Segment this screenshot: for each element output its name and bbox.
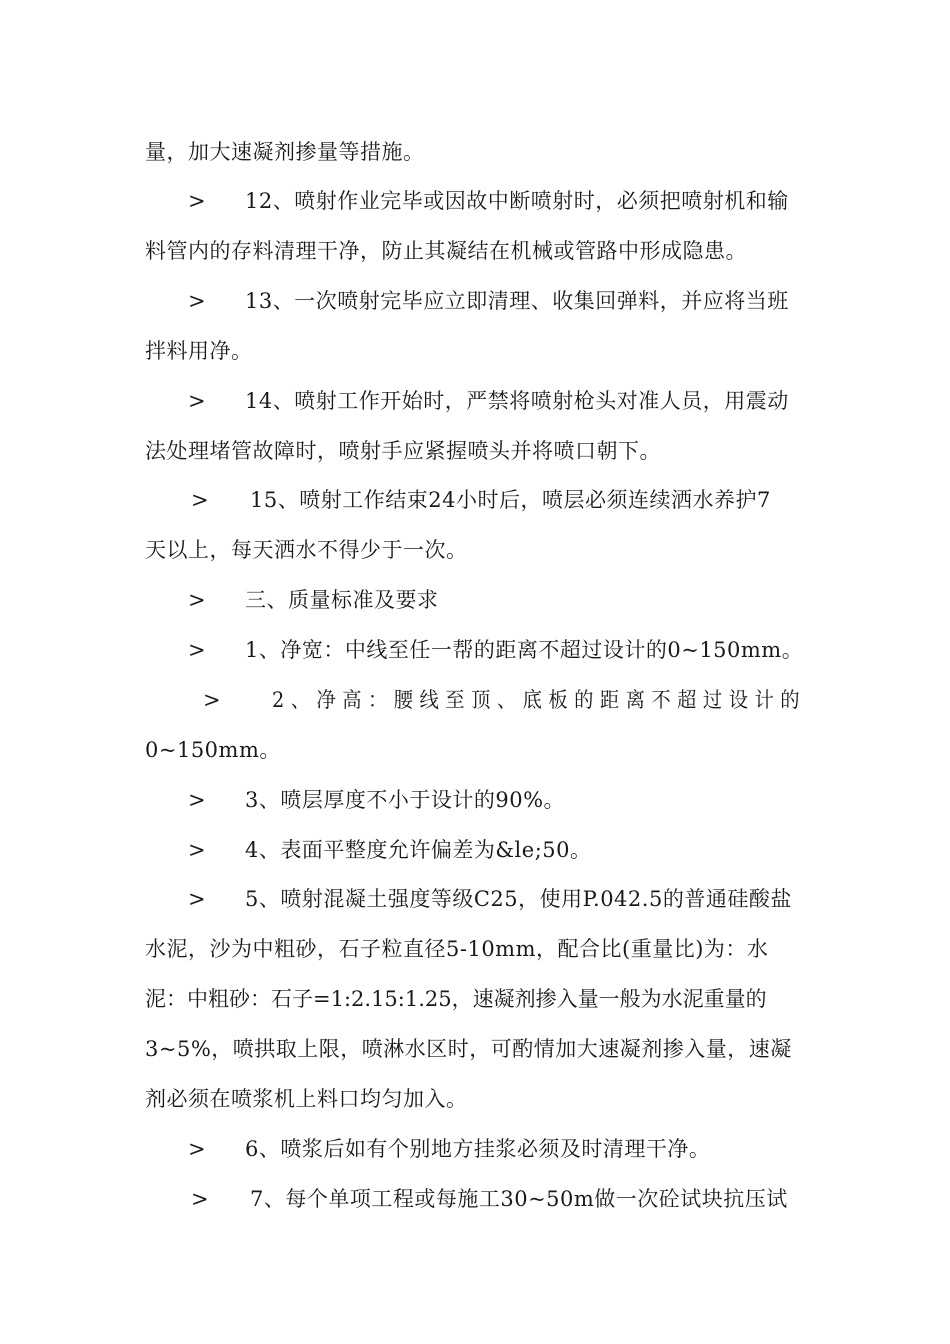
bullet-marker: > (188, 289, 207, 313)
text-line: 水泥，沙为中粗砂，石子粒直径5-10mm，配合比(重量比)为：水 (145, 937, 769, 961)
bullet-marker: > (188, 189, 207, 213)
bullet-marker: > (188, 638, 207, 662)
bullet-marker: > (188, 788, 207, 812)
bullet-marker: > (188, 887, 207, 911)
text-line: 料管内的存料清理干净，防止其凝结在机械或管路中形成隐患。 (145, 239, 747, 263)
text-line: 0~150mm。 (145, 738, 281, 762)
text-line: 量，加大速凝剂掺量等措施。 (145, 140, 425, 164)
text-line: 3、喷层厚度不小于设计的90%。 (245, 788, 566, 812)
text-line: 7、每个单项工程或每施工30~50m做一次砼试块抗压试 (250, 1187, 788, 1211)
bullet-marker: > (188, 389, 207, 413)
bullet-marker: > (188, 838, 207, 862)
text-line: 14、喷射工作开始时，严禁将喷射枪头对准人员，用震动 (245, 389, 789, 413)
bullet-marker: > (191, 1187, 210, 1211)
text-line: 13、一次喷射完毕应立即清理、收集回弹料，并应将当班 (245, 289, 789, 313)
bullet-marker: > (191, 488, 210, 512)
text-line: 2、净高：腰线至顶、底板的距离不超过设计的 (272, 688, 806, 712)
text-line: 拌料用净。 (145, 339, 253, 363)
text-line: 3~5%，喷拱取上限，喷淋水区时，可酌情加大速凝剂掺入量，速凝 (145, 1037, 792, 1061)
section-heading: 三、质量标准及要求 (245, 588, 439, 612)
text-line: 法处理堵管故障时，喷射手应紧握喷头并将喷口朝下。 (145, 439, 661, 463)
text-line: 15、喷射工作结束24小时后，喷层必须连续洒水养护7 (250, 488, 771, 512)
text-line: 4、表面平整度允许偏差为&le;50。 (245, 838, 592, 862)
bullet-marker: > (203, 688, 222, 712)
text-line: 泥：中粗砂：石子=1:2.15:1.25，速凝剂掺入量一般为水泥重量的 (145, 987, 767, 1011)
bullet-marker: > (188, 1137, 207, 1161)
text-line: 6、喷浆后如有个别地方挂浆必须及时清理干净。 (245, 1137, 711, 1161)
text-line: 1、净宽：中线至任一帮的距离不超过设计的0~150mm。 (245, 638, 804, 662)
bullet-marker: > (188, 588, 207, 612)
text-line: 5、喷射混凝土强度等级C25，使用P.042.5的普通硅酸盐 (245, 887, 792, 911)
text-line: 天以上，每天洒水不得少于一次。 (145, 538, 468, 562)
text-line: 12、喷射作业完毕或因故中断喷射时，必须把喷射机和输 (245, 189, 789, 213)
text-line: 剂必须在喷浆机上料口均匀加入。 (145, 1087, 468, 1111)
